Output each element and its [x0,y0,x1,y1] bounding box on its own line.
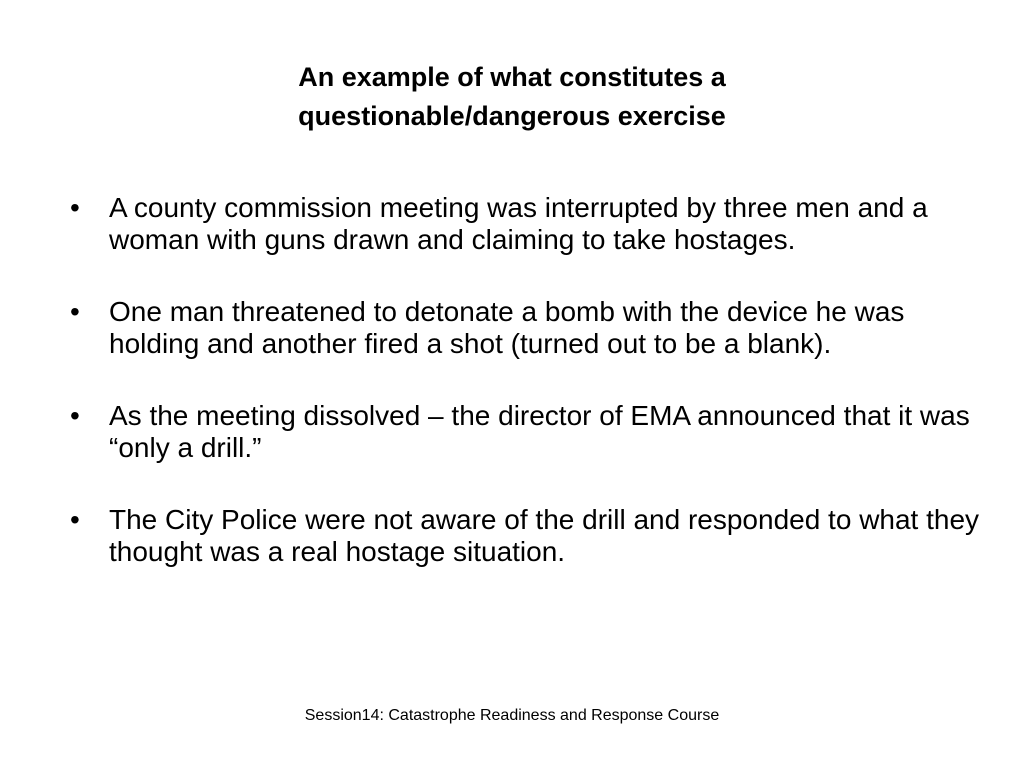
bullet-icon: • [70,504,80,535]
bullet-icon: • [70,192,80,223]
slide-footer: Session14: Catastrophe Readiness and Response Course [304,707,720,724]
bullet-list [62,192,992,608]
bullet-text-1: A county commission meeting was interrupted by three men and a woman with guns drawn and claiming to take hostages. [109,192,928,255]
title-line-2: questionable/dangerous exercise [298,101,726,131]
bullet-icon: • [70,400,80,431]
bullet-text-4: The City Police were not aware of the drill and responded to what they thought was a real hostage situation. [109,504,980,567]
bullet-item-3 [62,400,992,464]
bullet-item-1 [62,192,992,256]
bullet-item-2 [62,296,992,360]
bullet-item-4 [62,504,992,568]
bullet-text-2: One man threatened to detonate a bomb with the device he was holding and another fired a shot (turned out to be a blank). [109,296,905,359]
bullet-icon: • [70,296,80,327]
title-line-1: An example of what constitutes a [298,62,726,92]
bullet-text-3: As the meeting dissolved – the director of EMA announced that it was “only a drill.” [109,400,970,463]
slide-title [0,58,1024,136]
